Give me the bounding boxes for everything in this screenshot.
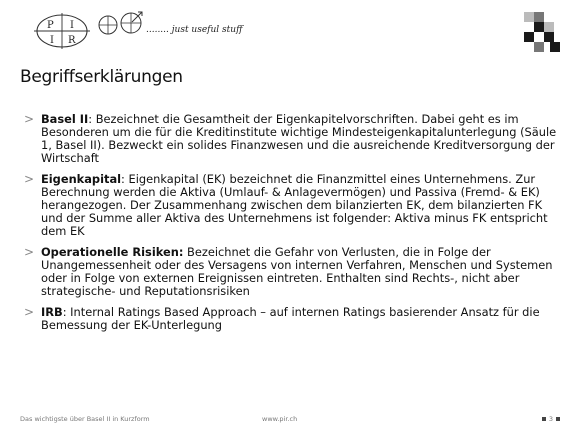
square-icon — [542, 417, 546, 421]
target-arrow-icon — [121, 12, 142, 33]
definition-separator: : — [88, 112, 96, 126]
footer-website: www.pir.ch — [262, 415, 298, 423]
pir-logo — [28, 8, 160, 50]
definition-term: Operationelle Risiken: — [41, 245, 184, 259]
definition-item-eigenkapital — [24, 173, 564, 238]
target-icon — [99, 16, 117, 34]
chevron-right-icon: > — [24, 245, 35, 259]
deco-square — [544, 32, 554, 42]
tagline: ........ just useful stuff — [146, 25, 243, 35]
decorative-squares — [520, 10, 562, 52]
footer-page-indicator — [542, 415, 560, 423]
chevron-right-icon: > — [24, 172, 35, 186]
logo-letter-p: P — [47, 20, 54, 31]
deco-square — [534, 42, 544, 52]
page-number: 3 — [548, 415, 553, 423]
deco-square — [550, 42, 560, 52]
footer — [0, 415, 580, 429]
square-icon — [556, 417, 560, 421]
logo-letter-r: R — [68, 35, 76, 46]
definition-term: Basel II — [41, 112, 89, 126]
footer-subject: Das wichtigste über Basel II in Kurzform — [20, 415, 150, 423]
definition-list — [24, 113, 564, 340]
definition-text: Eigenkapital (EK) bezeichnet die Finanzmittel eines Unternehmens. Zur Berechnung werden die Aktiva (Umlauf- & Anlagevermögen) und Passiva (Fremd- & EK) herangezogen. Der Zusammenhang zwischen dem bilanzierten EK, dem bilanzierten FK und der Summe aller Aktiva des Unternehmens ist folgender: Aktiva minus FK entspricht dem EK — [41, 172, 548, 238]
chevron-right-icon: > — [24, 112, 35, 126]
definition-text: Bezeichnet die Gefahr von Verlusten, die in Folge der Unangemessenheit oder des Versagens von internen Verfahren, Menschen und Systemen oder in Folge von externen Ereignissen eintreten. Enthalten sind Rechts-, nicht aber strategische- und Reputationsrisiken — [41, 245, 553, 298]
deco-square — [524, 32, 534, 42]
deco-square — [534, 12, 544, 22]
logo-letter-i-top: I — [70, 20, 74, 31]
deco-square — [534, 22, 544, 32]
definition-item-operationelle-risiken — [24, 246, 564, 298]
definition-text: Bezeichnet die Gesamtheit der Eigenkapitelvorschriften. Dabei geht es im Besonderen um die für die Kreditinstitute wichtige Mindesteigenkapitalunterlegung (Säule 1, Basel II). Bezweckt ein solides Finanzwesen und die ausreichende Kreditversorgung der Wirtschaft — [41, 112, 557, 165]
page-title: Begriffserklärungen — [20, 67, 183, 87]
definition-term: Eigenkapital — [41, 172, 122, 186]
deco-square — [524, 12, 534, 22]
logo-letter-i-bottom: I — [50, 35, 54, 46]
chevron-right-icon: > — [24, 305, 35, 319]
definition-term: IRB — [41, 305, 63, 319]
definition-separator: : — [121, 172, 129, 186]
definition-text: Internal Ratings Based Approach – auf internen Ratings basierender Ansatz für die Bemessung der EK-Unterlegung — [41, 305, 540, 332]
definition-item-irb — [24, 306, 564, 332]
deco-square — [544, 22, 554, 32]
definition-item-basel-ii — [24, 113, 564, 165]
definition-separator: : — [62, 305, 71, 319]
